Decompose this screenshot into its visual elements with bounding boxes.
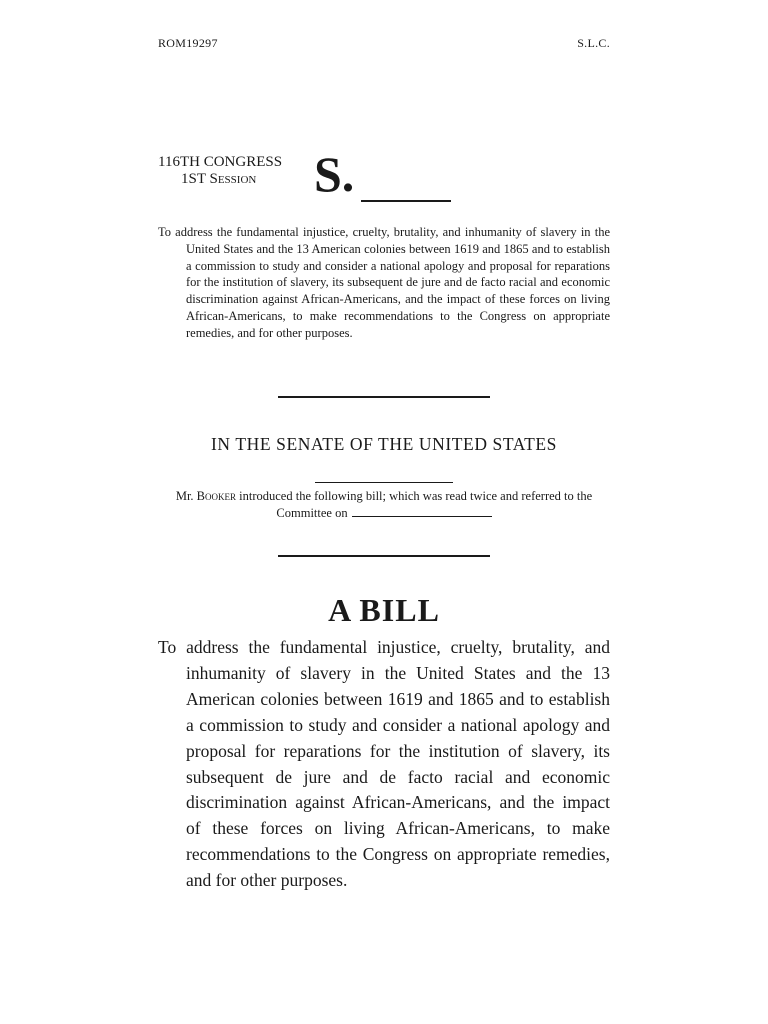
session-number-suffix: ST xyxy=(188,171,206,187)
introduction-statement xyxy=(158,488,610,522)
thin-divider xyxy=(315,482,453,483)
bill-title-summary: To address the fundamental injustice, cruelty, brutality, and inhumanity of slavery in the United States and the 13 American colonies between 1619 and 1865 and to establish a commission to study and consider a national apology and proposal for reparations for the institution of slavery, its subsequent de jure and de facto racial and economic discrimination against African-Americans, and the impact of these forces on living African-Americans, to make recommendations to the Congress on appropriate remedies, and for other purposes. xyxy=(158,225,610,340)
sponsor-name: Booker xyxy=(196,489,237,503)
bill-prefix: S. xyxy=(314,146,355,202)
bill-title-full: To address the fundamental injustice, cruelty, brutality, and inhumanity of slavery in the United States and the 13 American colonies between 1619 and 1865 and to establish a commission to study and consider a national apology and proposal for reparations for the institution of slavery, its subsequent de jure and de facto racial and economic discrimination against African-Americans, and the impact of these forces on living African-Americans, to make recommendations to the Congress on appropriate remedies, and for other purposes. xyxy=(158,637,610,891)
chamber-heading: IN THE SENATE OF THE UNITED STATES xyxy=(211,434,557,454)
committee-blank xyxy=(352,506,492,517)
session-number: 1 xyxy=(181,171,189,187)
congress-number: 116 xyxy=(158,154,180,170)
session-word: Session xyxy=(205,171,257,187)
congress-number-suffix: TH xyxy=(179,154,200,170)
introduction-action: introduced the following bill; which was read twice and referred to the Committee on xyxy=(236,489,593,520)
section-divider xyxy=(278,555,490,557)
congress-label xyxy=(158,154,282,171)
document-id: ROM19297 xyxy=(158,36,218,50)
bill-number-blank xyxy=(361,200,451,202)
office-code: S.L.C. xyxy=(577,36,610,50)
session-label xyxy=(181,171,256,188)
bill-heading: A BILL xyxy=(328,592,440,628)
sponsor-title: Mr. xyxy=(175,489,197,503)
section-divider xyxy=(278,396,490,398)
congress-word: CONGRESS xyxy=(199,154,283,170)
